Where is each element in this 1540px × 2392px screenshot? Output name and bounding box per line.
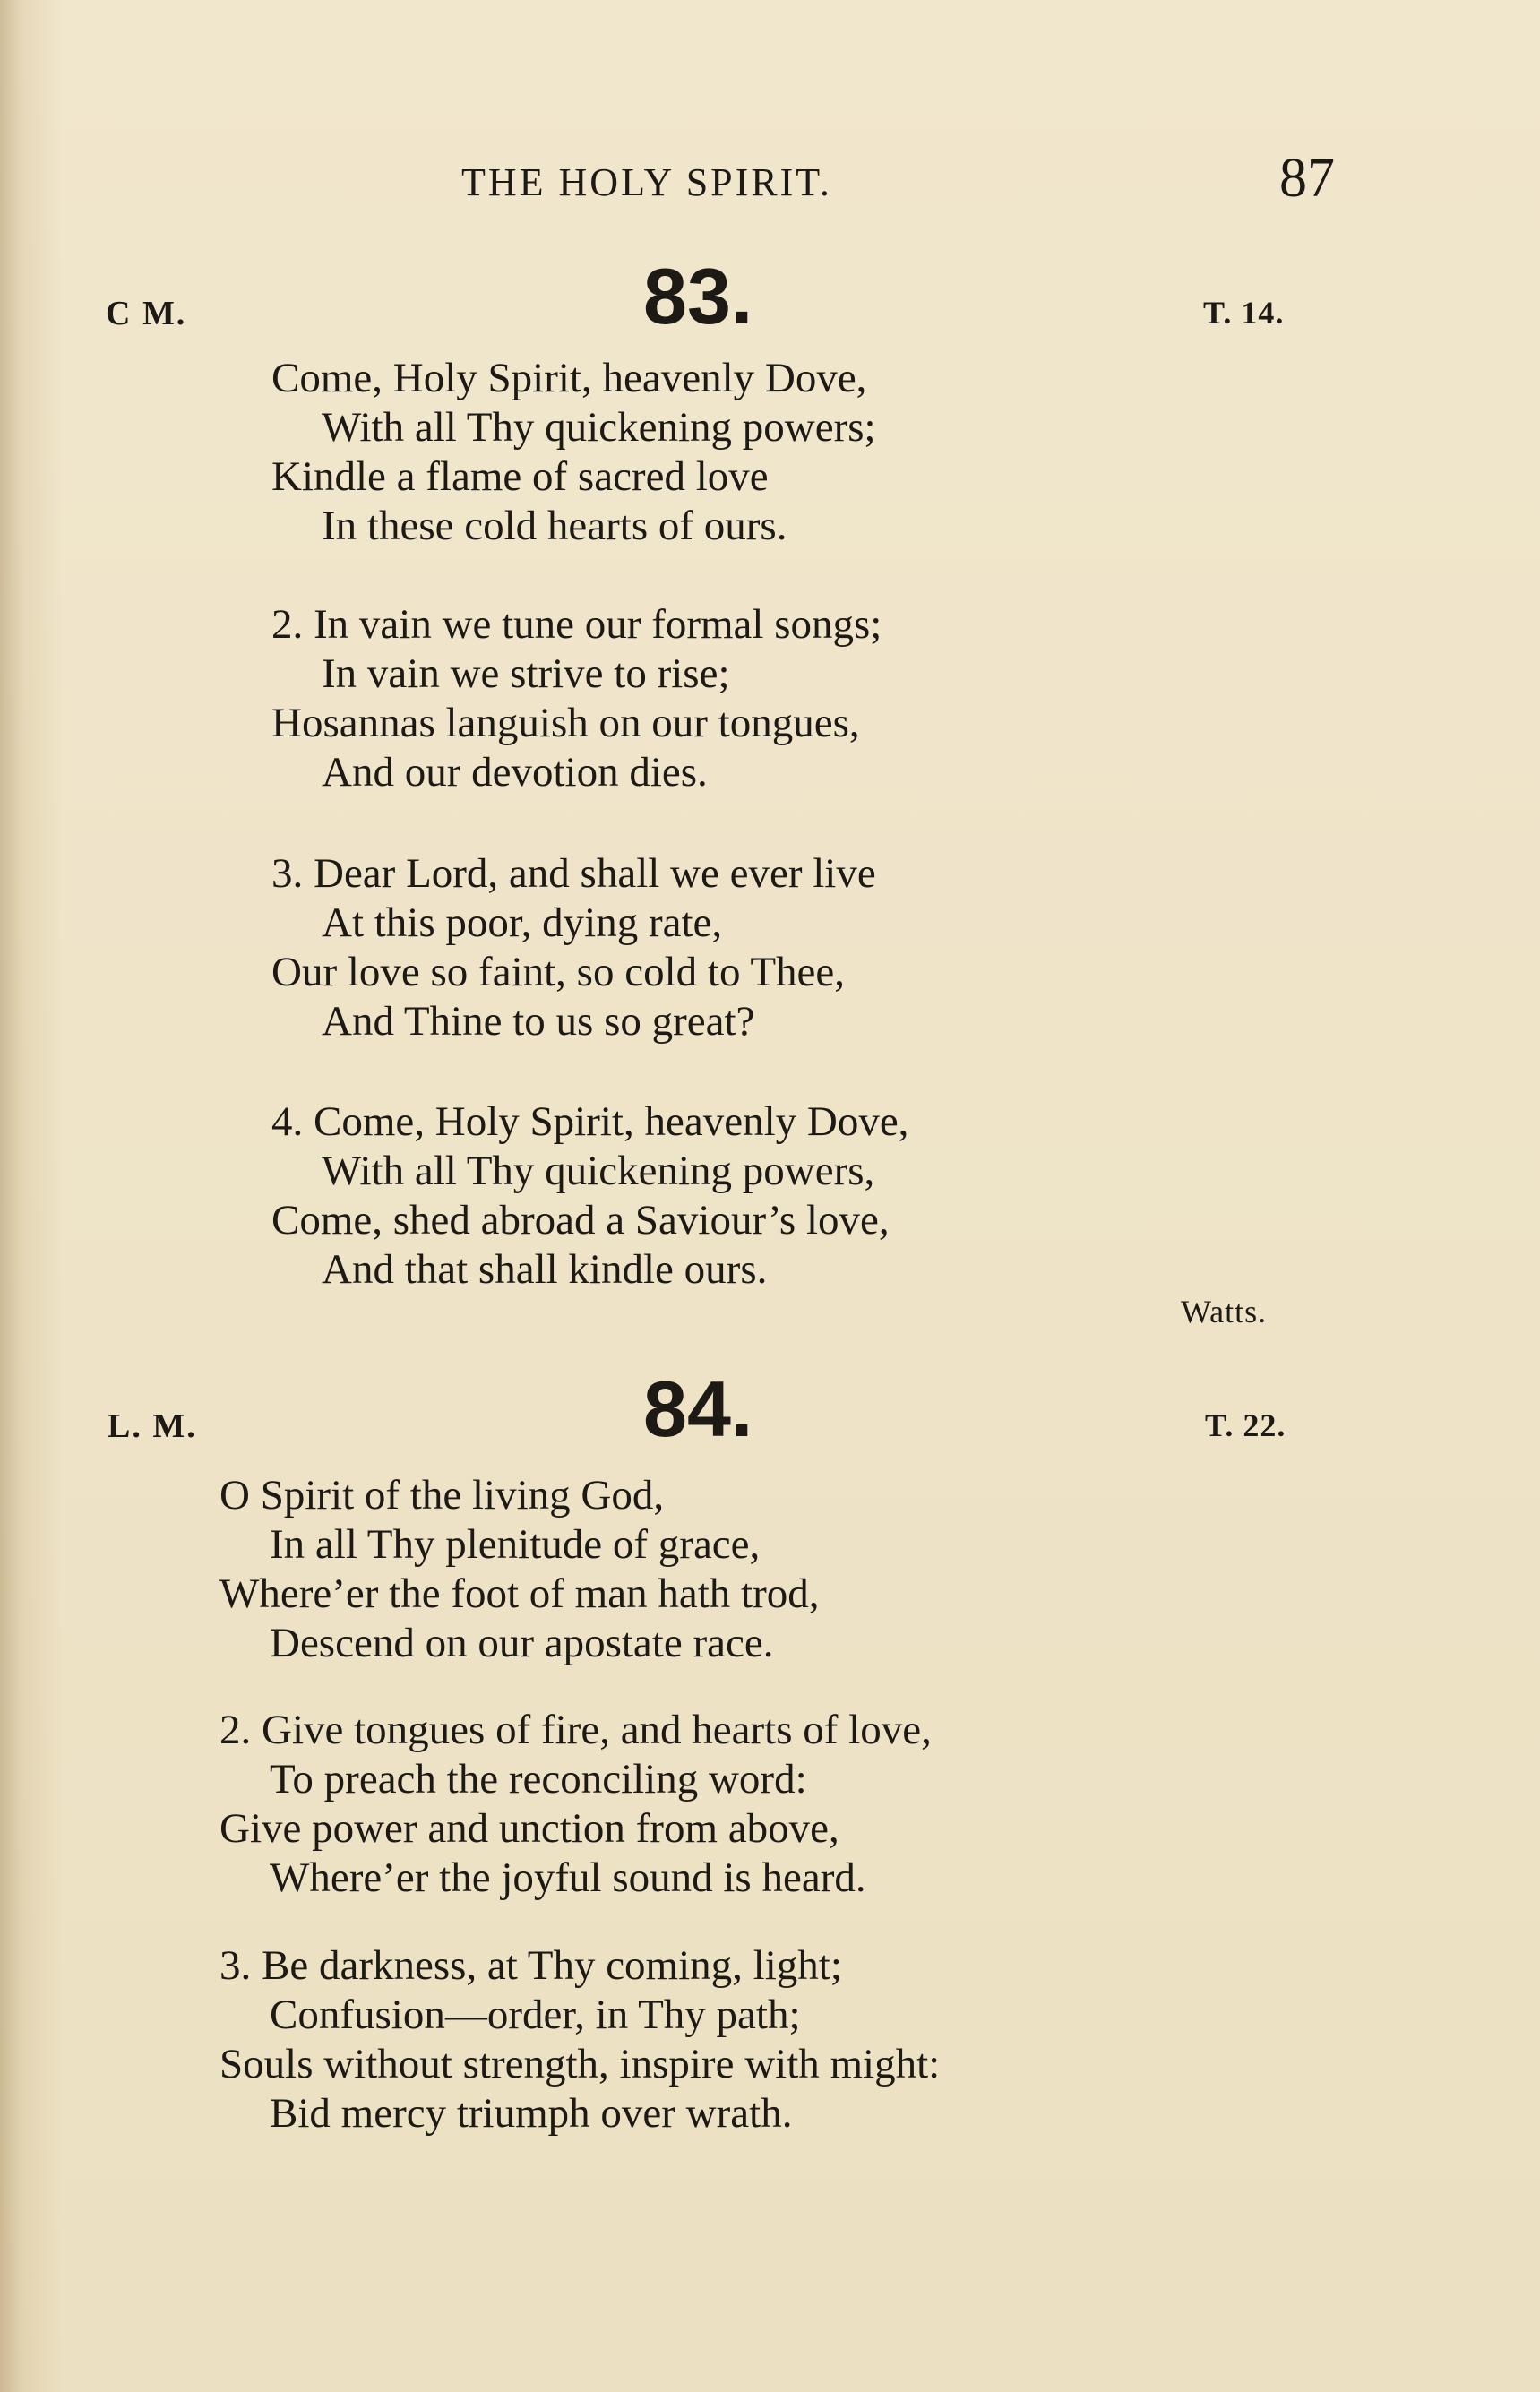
verse-line: Come, Holy Spirit, heavenly Dove, — [271, 355, 867, 401]
verse-line: 2. Give tongues of fire, and hearts of love, — [219, 1707, 932, 1753]
verse-line: Kindle a flame of sacred love — [271, 453, 769, 500]
verse — [219, 1471, 819, 1668]
verse-line: Hosannas languish on our tongues, — [271, 700, 860, 746]
verse-line: In all Thy plenitude of grace, — [270, 1521, 761, 1568]
verse-line: Where’er the joyful sound is heard. — [270, 1854, 866, 1901]
verse-line: 3. Dear Lord, and shall we ever live — [271, 850, 876, 897]
verse-line: And Thine to us so great? — [322, 998, 755, 1045]
page-number: 87 — [1279, 148, 1335, 209]
hymn-header — [0, 251, 1540, 358]
hymn-meter: L. M. — [108, 1407, 197, 1445]
verse-line: 2. In vain we tune our formal songs; — [271, 601, 882, 648]
verse — [271, 600, 882, 797]
verse-line: Our love so faint, so cold to Thee, — [271, 949, 846, 995]
hymn-number: 84. — [643, 1364, 753, 1453]
hymn-meter: C M. — [106, 295, 187, 332]
verse-line: And our devotion dies. — [322, 749, 708, 796]
verse-line: 4. Come, Holy Spirit, heavenly Dove, — [271, 1098, 909, 1145]
verse-line: To preach the reconciling word: — [270, 1756, 807, 1803]
hymn-tune: T. 14. — [1203, 295, 1285, 331]
verse-line: Where’er the foot of man hath trod, — [219, 1570, 820, 1617]
verse-line: Descend on our apostate race. — [270, 1620, 774, 1666]
verse-line: With all Thy quickening powers, — [322, 1148, 875, 1194]
verse-line: O Spirit of the living God, — [219, 1472, 665, 1519]
verse-line: At this poor, dying rate, — [322, 899, 723, 946]
hymn-number: 83. — [643, 252, 753, 340]
verse-line: 3. Be darkness, at Thy coming, light; — [219, 1942, 842, 1989]
verse — [219, 1706, 932, 1903]
hymn-header — [0, 1364, 1540, 1471]
hymn-83 — [0, 251, 1540, 1329]
verse-line: And that shall kindle ours. — [322, 1246, 768, 1293]
verse-line: Give power and unction from above, — [219, 1805, 839, 1852]
verse — [219, 1941, 940, 2138]
verse — [271, 849, 876, 1046]
hymn-author: Watts. — [1181, 1294, 1268, 1329]
verse-line: With all Thy quickening powers; — [322, 404, 876, 451]
running-head — [0, 148, 1540, 215]
hymn-84 — [0, 1364, 1540, 2137]
verse — [271, 354, 876, 551]
verse-line: In vain we strive to rise; — [322, 650, 730, 697]
hymn-tune: T. 22. — [1205, 1407, 1286, 1443]
verse-line: Come, shed abroad a Saviour’s love, — [271, 1197, 890, 1243]
running-title: THE HOLY SPIRIT. — [461, 160, 832, 204]
verse — [271, 1097, 908, 1295]
verse-line: Confusion—order, in Thy path; — [270, 1992, 801, 2038]
verse-line: Souls without strength, inspire with might: — [219, 2041, 941, 2087]
verse-line: In these cold hearts of ours. — [322, 503, 787, 549]
verse-line: Bid mercy triumph over wrath. — [270, 2090, 793, 2137]
